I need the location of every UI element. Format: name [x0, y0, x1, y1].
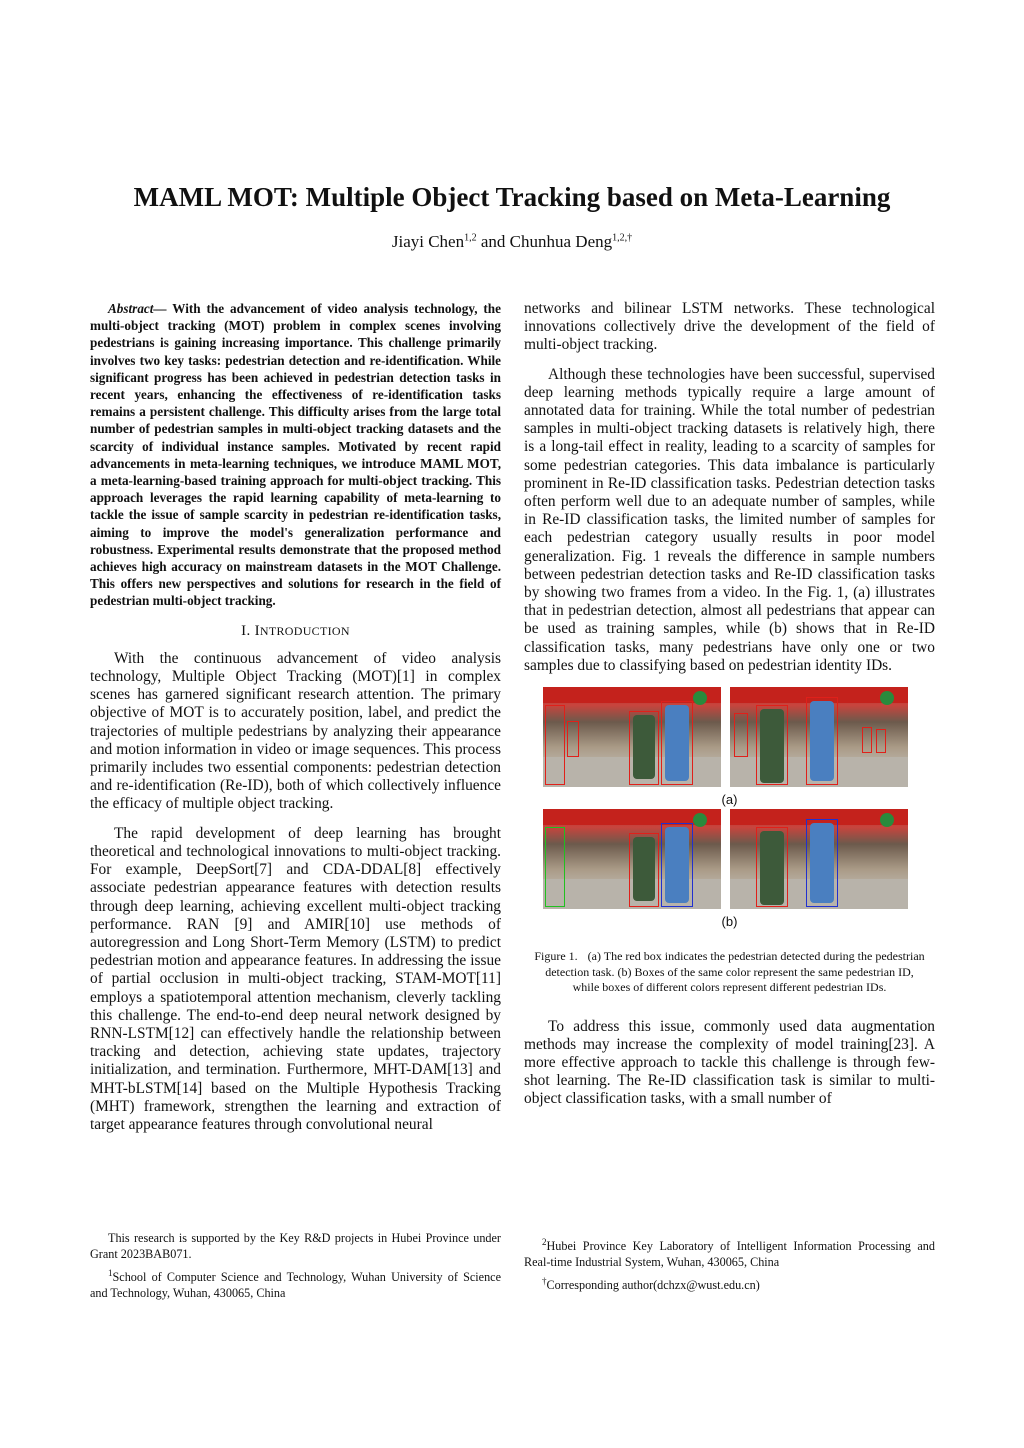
author-name: Jiayi Chen: [391, 232, 465, 251]
footnotes-right: [524, 1234, 935, 1296]
subfigure-label-a: (a): [721, 792, 738, 808]
abstract-text: With the advancement of video analysis technology, the multi-object tracking (MOT) problem in complex scenes involving pedestrians is gaining increasing importance. This challenge primarily involves two key tasks: pedestrian detection and re-identification. While significant progress has been achieved in pedestrian detection tasks in recent years, enhancing the effectiveness of re-identification tasks remains a persistent challenge. This difficulty arises from the large total number of pedestrian samples in multi-object tracking datasets and the scarcity of individual instance samples. Motivated by recent rapid advancements in meta-learning techniques, we introduce MAML MOT, a meta-learning-based training approach for multi-object tracking. This approach leverages the rapid learning capability of meta-learning to tackle the issue of sample scarcity in pedestrian re-identification tasks, aiming to improve the model's generalization performance and robustness. Experimental results demonstrate that the proposed method achieves high accuracy on mainstream datasets in the MOT Challenge. This offers new perspectives and solutions for research in the field of pedestrian multi-object tracking.: [90, 301, 501, 609]
id-box-green: [545, 827, 565, 907]
figure-1: [524, 687, 935, 937]
frame-photo: [543, 687, 721, 787]
id-box-red: [756, 827, 788, 907]
paper-title: MAML MOT: Multiple Object Tracking based on Meta-Learning: [133, 182, 891, 212]
affiliation-note: $^2$Hubei Province Key Laboratory of Intelligent Information Processing and Real-time Industrial System, Wuhan, 430065, China: [524, 1237, 935, 1270]
detection-box: [862, 727, 872, 753]
author-affiliation: 1,2: [464, 232, 477, 244]
author-affiliation: 1,2,†: [612, 232, 633, 244]
id-box-red: [629, 833, 659, 907]
body-paragraph: With the continuous advancement of video analysis technology, Multiple Object Tracking (MOT)[1] in complex scenes has garnered significant research attention. The primary objective of MOT is to accurately position, label, and predict the trajectories of multiple pedestrians by analyzing their appearance and motion information in video or image sequences. This process primarily includes two essential components: pedestrian detection and re-identification (Re-ID), both of which collectively influence the efficacy of multiple object tracking.: [90, 649, 501, 813]
right-column: [524, 300, 935, 1120]
author-name: Chunhua Deng: [509, 232, 613, 251]
affiliation-note: $^1$School of Computer Science and Technology, Wuhan University of Science and Technology, Wuhan, 430065, China: [90, 1268, 501, 1301]
detection-box: [567, 721, 579, 757]
author-conjunction: and: [476, 232, 510, 251]
footnotes-left: [90, 1230, 501, 1304]
body-paragraph: networks and bilinear LSTM networks. These technological innovations collectively drive the development of the field of multi-object tracking.: [524, 300, 935, 354]
detection-box: [756, 705, 788, 785]
body-paragraph: To address this issue, commonly used data augmentation methods may increase the complexity of model training[23]. A more effective approach to tackle this challenge is through few-shot learning. The Re-ID classification task is similar to multi-object classification tasks, with a small number of: [524, 1017, 935, 1108]
section-title: INTRODUCTION: [254, 622, 350, 639]
figure-caption: [532, 949, 927, 996]
caption-label: Figure 1.: [534, 949, 578, 964]
body-paragraph: The rapid development of deep learning has brought theoretical and technological innovations to multi-object tracking. For example, DeepSort[7] and CDA-DDAL[8] effectively associate pedestrian appearance features with detection results through deep learning, achieving excellent multi-object tracking performance. RAN [9] and AMIR[10] use methods of autoregression and Long Short-Term Memory (LSTM) to predict pedestrian motion and appearance features. In addressing the issue of partial occlusion in multi-object tracking, STAM-MOT[11] employs a spatiotemporal attention mechanism, cleverly tackling this challenge. The end-to-end deep neural network designed by RNN-LSTM[12] can effectively handle the relationship between tracking and detection, achieving state updates, trajectory initialization, and termination. Furthermore, MHT-DAM[13] and MHT-bLSTM[14] based on the Multiple Hypothesis Tracking (MHT) framework, strengthen the learning and extraction of target appearance features through convolutional neural: [90, 824, 501, 1133]
abstract: [90, 300, 501, 610]
detection-box: [545, 705, 565, 785]
funding-note: This research is supported by the Key R&D projects in Hubei Province under Grant 2023BAB071.: [90, 1231, 501, 1261]
id-box-blue: [806, 819, 838, 907]
section-heading: [90, 622, 501, 640]
subfigure-label-b: (b): [721, 914, 738, 930]
id-box-blue: [661, 823, 693, 907]
detection-box: [661, 701, 693, 785]
detection-box: [876, 729, 886, 753]
section-number: I.: [241, 622, 251, 639]
left-column: [90, 300, 501, 1145]
body-paragraph: Although these technologies have been successful, supervised deep learning methods typically require a large amount of annotated data for training. While the total number of pedestrian samples in multi-object tracking datasets is relatively high, there is a long-tail effect in reality, leading to a scarcity of samples for some pedestrian categories. This data imbalance is particularly prominent in Re-ID classification tasks. Pedestrian detection tasks often perform well due to an adequate number of samples, while in Re-ID classification tasks, the limited number of samples for each pedestrian category usually results in poor model generalization. Fig. 1 reveals the difference in sample numbers between pedestrian detection tasks and Re-ID classification tasks by showing two frames from a video. In the Fig. 1, (a) illustrates that in pedestrian detection, almost all pedestrians that appear can be used as training samples, while (b) shows that in Re-ID classification tasks, many pedestrians have only one or two samples due to classifying based on pedestrian identity IDs.: [524, 365, 935, 674]
detection-box: [629, 711, 659, 785]
caption-text: (a) The red box indicates the pedestrian detected during the pedestrian detection task. (b) Boxes of the same color represent the same pedestrian ID, while boxes of different colors represent different pedestrian IDs.: [545, 949, 925, 995]
detection-box: [806, 697, 838, 785]
frame-photo: [543, 809, 721, 909]
abstract-label: Abstract—: [108, 301, 167, 316]
frame-photo: [730, 687, 908, 787]
author-line: [0, 232, 1024, 252]
detection-box: [734, 713, 748, 757]
frame-photo: [730, 809, 908, 909]
corresponding-author-note: †Corresponding author(dchzx@wust.edu.cn): [542, 1276, 760, 1293]
